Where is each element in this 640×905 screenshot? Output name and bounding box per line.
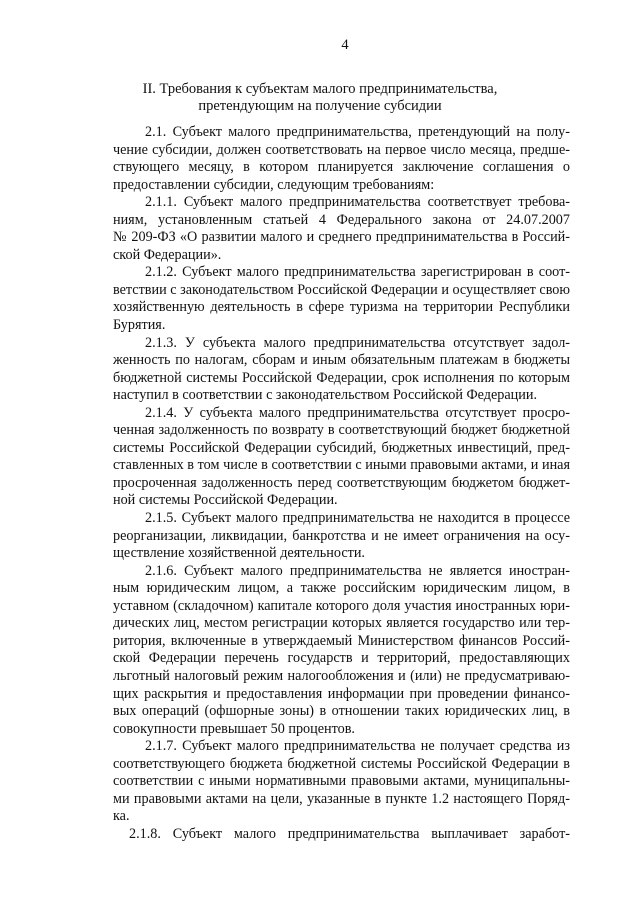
paragraph-2-1-6 xyxy=(113,563,570,738)
paragraph-line: вых операций (офшорные зоны) в отношении таких юридических лиц, в xyxy=(113,703,570,720)
paragraph-line: 2.1.8. Субъект малого предпринимательства выплачивает заработ- xyxy=(129,825,570,842)
paragraph-2-1-1 xyxy=(113,194,570,264)
paragraph-line: хозяйственную деятельность в сфере туризма на территории Республики xyxy=(113,299,570,316)
paragraph-2-1-4 xyxy=(113,405,570,510)
paragraph-line: ской Федерации». xyxy=(113,246,222,263)
paragraph-line: женность по налогам, сборам и иным обязательным платежам в бюджеты xyxy=(113,352,570,369)
paragraph-line: 2.1.2. Субъект малого предпринимательства зарегистрирован в соот- xyxy=(145,264,570,281)
paragraph-2-1-2 xyxy=(113,264,570,334)
page-number: 4 xyxy=(341,37,349,53)
paragraph-line: системы Российской Федерации субсидий, бюджетных инвестиций, пред- xyxy=(113,439,570,456)
paragraph-2-1-7 xyxy=(113,738,570,826)
paragraph-line: 2.1.4. У субъекта малого предпринимательства отсутствует просро- xyxy=(145,404,570,421)
paragraph-line: 2.1. Субъект малого предпринимательства, претендующий на полу- xyxy=(145,124,570,140)
paragraph-line: соответствии с иными нормативными правовыми актами, муниципальны- xyxy=(113,773,570,790)
paragraph-line: 2.1.7. Субъект малого предпринимательства не получает средства из xyxy=(145,738,570,755)
paragraph-line: ной системы Российской Федерации. xyxy=(113,492,338,509)
paragraph-line: ствующего месяцу, в котором планируется заключение соглашения о xyxy=(113,159,570,176)
paragraph-line: соответствующего бюджета бюджетной системы Российской Федерации в xyxy=(113,755,570,772)
paragraph-line: наступил в соответствии с законодательством Российской Федерации. xyxy=(113,387,538,404)
section-heading xyxy=(100,81,540,114)
paragraph-line: льготный налоговый режим налогообложения и (или) не предусматриваю- xyxy=(113,667,570,684)
paragraph-line: чение субсидии, должен соответствовать на первое число месяца, предше- xyxy=(113,141,570,158)
paragraph-line: дических лиц, местом регистрации которых является государство или тер- xyxy=(113,615,570,632)
paragraph-2-1-5 xyxy=(113,510,570,563)
section-heading-line: II. Требования к субъектам малого предпринимательства, xyxy=(142,81,498,97)
paragraph-line: 2.1.1. Субъект малого предпринимательства соответствует требова- xyxy=(145,194,570,211)
paragraph-line: ществление хозяйственной деятельности. xyxy=(113,545,365,562)
paragraph-line: ской Федерации перечень государств и территорий, предоставляющих xyxy=(113,650,570,667)
paragraph-line: предоставлении субсидии, следующим требованиям: xyxy=(113,176,435,193)
paragraph-line: совокупности превышает 50 процентов. xyxy=(113,720,355,737)
paragraph-line: ниям, установленным статьей 4 Федерального закона от 24.07.2007 xyxy=(113,211,570,228)
section-heading-line: претендующим на получение субсидии xyxy=(198,97,442,114)
paragraph-line: просроченная задолженность перед соответствующим бюджетом бюджет- xyxy=(113,474,570,491)
paragraph-line: ка. xyxy=(113,808,130,825)
paragraph-line: ченная задолженность по возврату в соответствующий бюджет бюджетной xyxy=(113,422,570,439)
paragraph-line: уставном (складочном) капитале которого доля участия иностранных юри- xyxy=(113,597,570,614)
paragraph-line: 2.1.5. Субъект малого предпринимательства не находится в процессе xyxy=(145,510,570,527)
paragraph-line: № 209-ФЗ «О развитии малого и среднего предпринимательства в Россий- xyxy=(113,229,570,246)
paragraph-line: щих раскрытия и предоставления информации при проведении финансо- xyxy=(113,685,570,702)
paragraph-line: Бурятия. xyxy=(113,317,166,334)
paragraph-line: 2.1.6. Субъект малого предпринимательства не является иностран- xyxy=(145,562,570,579)
paragraph-2-1-3 xyxy=(113,335,570,405)
paragraph-line: ным юридическим лицом, а также российским юридическим лицом, в xyxy=(113,580,570,597)
paragraph-2-1-8 xyxy=(113,826,570,844)
paragraph-line: бюджетной системы Российской Федерации, срок исполнения по которым xyxy=(113,369,570,386)
paragraph-line: ми правовыми актами на цели, указанные в пункте 1.2 настоящего Поряд- xyxy=(113,790,570,807)
paragraph-line: 2.1.3. У субъекта малого предпринимательства отсутствует задол- xyxy=(145,334,570,351)
document-body xyxy=(113,124,570,843)
paragraph-line: ставленных в том числе в соответствии с иными правовыми актами, и иная xyxy=(113,457,570,474)
paragraph-line: ритория, включенные в утверждаемый Министерством финансов Россий- xyxy=(113,632,570,649)
paragraph-line: реорганизации, ликвидации, банкротства и не имеет ограничения на осу- xyxy=(113,527,570,544)
paragraph-line: ветствии с законодательством Российской Федерации и осуществляет свою xyxy=(113,281,570,298)
paragraph-2-1 xyxy=(113,124,570,194)
